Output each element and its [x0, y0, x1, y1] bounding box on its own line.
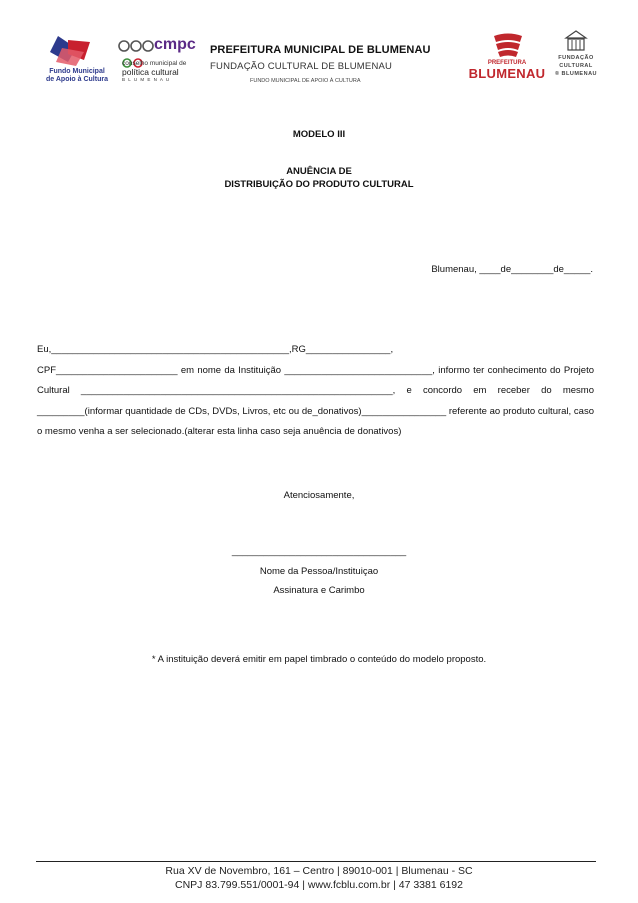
- signature-name: Nome da Pessoa/Instituiçao: [259, 566, 379, 577]
- cmpc-circles-icon: [118, 38, 158, 54]
- declaration-line-identity: Eu,_____________________________________________,RG________________,: [37, 344, 394, 355]
- header-titles: [210, 44, 460, 84]
- fcb-building-icon: [564, 30, 588, 52]
- prefeitura-logo: [468, 32, 546, 84]
- prefeitura-crest-icon: [490, 32, 526, 58]
- declaration-paragraph: [37, 340, 594, 443]
- cmpc-mark: cmpc: [154, 36, 196, 53]
- fcb-logo-line2: CULTURAL: [559, 63, 593, 69]
- header-title-prefeitura: PREFEITURA MUNICIPAL DE BLUMENAU: [210, 44, 431, 56]
- closing-text: Atenciosamente,: [283, 490, 355, 501]
- cmpc-logo-line3: B L U M E N A U: [122, 77, 171, 82]
- declaration-text: CPF_______________________ em nome da Instituição ____________________________, informo ter conhecimento do Projeto Cultural ___________________________________________________________, e concordo em receber do mesmo _________(informar quantidade de CDs, DVDs, Livros, etc ou de_donativos)________________ referente ao produto cultural, caso o mesmo venha a ser selecionado.(alterar esta linha caso seja anuência de donativos): [37, 364, 594, 437]
- date-line: Blumenau, ____de________de_____.: [431, 264, 593, 275]
- footer-divider: [36, 861, 596, 862]
- institution-note: * A instituição deverá emitir em papel timbrado o conteúdo do modelo proposto.: [151, 654, 487, 665]
- fmac-logo-line2: de Apoio à Cultura: [46, 76, 108, 83]
- fmac-logo: [38, 32, 116, 92]
- header-title-fundacao: FUNDAÇÃO CULTURAL DE BLUMENAU: [210, 61, 393, 72]
- fmac-logo-line1: Fundo Municipal: [49, 68, 105, 75]
- header-title-fundo: FUNDO MUNICIPAL DE APOIO À CULTURA: [250, 78, 361, 84]
- footer-address: Rua XV de Novembro, 161 – Centro | 89010-001 | Blumenau - SC: [165, 865, 473, 877]
- footer-contact: CNPJ 83.799.551/0001-94 | www.fcblu.com.br | 47 3381 6192: [175, 879, 463, 891]
- document-title-line2: DISTRIBUIÇÃO DO PRODUTO CULTURAL: [224, 179, 414, 190]
- signature-role: Assinatura e Carimbo: [273, 585, 365, 596]
- cmpc-logo-line2: política cultural: [122, 67, 179, 77]
- fcb-logo-line1: FUNDAÇÃO: [558, 55, 594, 61]
- document-title-line1: ANUÊNCIA DE: [286, 166, 352, 177]
- prefeitura-logo-big: BLUMENAU: [468, 66, 546, 81]
- fcb-logo-line3: ® BLUMENAU: [554, 71, 598, 77]
- prefeitura-logo-small: PREFEITURA: [487, 60, 527, 66]
- cmpc-logo-line1: conselho municipal de: [122, 60, 187, 67]
- signature-line: _________________________________: [231, 546, 407, 557]
- fcb-logo: [552, 30, 600, 88]
- cmpc-logo: [118, 38, 200, 90]
- model-label: MODELO III: [292, 129, 346, 140]
